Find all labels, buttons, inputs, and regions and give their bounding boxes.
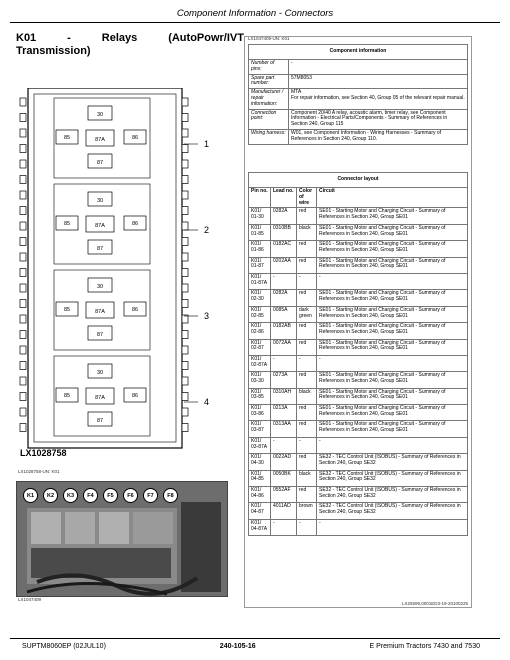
pin-cell: K01/ 03-87A bbox=[249, 437, 271, 453]
component-info-heading: Component information bbox=[249, 45, 468, 60]
lead-cell: 0202AA bbox=[271, 257, 297, 273]
pin-cell: K01/ 02-86 bbox=[249, 323, 271, 339]
pin-cell: K01/ 01-85 bbox=[249, 224, 271, 240]
color-cell: red bbox=[297, 208, 317, 224]
panel-notch bbox=[20, 114, 26, 122]
photo-tag: F6 bbox=[123, 488, 138, 503]
title-line2: Transmission) bbox=[16, 45, 91, 57]
col-color: Color of wire bbox=[297, 188, 317, 208]
panel-notch bbox=[182, 129, 188, 137]
circuit-cell: SE32 - TEC Control Unit (ISOBUS) - Summary of References in Section 240, Group SE32 bbox=[317, 503, 468, 519]
panel-notch bbox=[182, 377, 188, 385]
footer-page-number: 240-105-16 bbox=[219, 643, 256, 650]
panel-notch bbox=[182, 114, 188, 122]
component-info-value: Component 20/40 A relay, acoustic alarm, timer relay, see Component Information - Electrical Parts/Components - Summary of References in Section 240, Group 115 bbox=[289, 109, 468, 129]
panel-notch bbox=[20, 129, 26, 137]
lead-cell: 0085A bbox=[271, 306, 297, 322]
pin-cell: K01/ 04-87A bbox=[249, 519, 271, 535]
color-cell: red bbox=[297, 372, 317, 388]
panel-notch bbox=[20, 253, 26, 261]
footer-left: SUPTM8060EP (02JUL10) bbox=[22, 643, 106, 650]
color-cell: - bbox=[297, 437, 317, 453]
connector-row bbox=[249, 487, 468, 503]
lead-cell: - bbox=[271, 355, 297, 371]
lead-cell: 0213A bbox=[271, 405, 297, 421]
panel-notch bbox=[182, 284, 188, 292]
pin-cell: K01/ 01-30 bbox=[249, 208, 271, 224]
color-cell: - bbox=[297, 273, 317, 289]
lead-cell: 0273A bbox=[271, 372, 297, 388]
circuit-cell: - bbox=[317, 273, 468, 289]
panel-notch bbox=[182, 331, 188, 339]
color-cell: black bbox=[297, 224, 317, 240]
lead-cell: - bbox=[271, 273, 297, 289]
connector-row bbox=[249, 405, 468, 421]
component-info-value: W01, see Component Information - Wiring Harnesses - Summary of References in Section 240, Group 110. bbox=[289, 129, 468, 144]
col-lead: Lead no. bbox=[271, 188, 297, 208]
panel-notch bbox=[182, 207, 188, 215]
page-header-title: Component Information - Connectors bbox=[176, 8, 334, 19]
pin-cell: K01/ 01-87 bbox=[249, 257, 271, 273]
color-cell: red bbox=[297, 323, 317, 339]
component-info-table bbox=[248, 44, 468, 145]
panel-notch bbox=[20, 98, 26, 106]
color-cell: red bbox=[297, 421, 317, 437]
pin-label: 87A bbox=[95, 309, 105, 315]
circuit-cell: - bbox=[317, 437, 468, 453]
connector-layout-heading: Connector layout bbox=[249, 173, 468, 188]
component-info-row bbox=[249, 129, 468, 144]
lead-cell: - bbox=[271, 519, 297, 535]
panel-notch bbox=[20, 424, 26, 432]
panel-notch bbox=[182, 191, 188, 199]
pin-cell: K01/ 03-85 bbox=[249, 388, 271, 404]
relay-number: 2 bbox=[204, 225, 210, 235]
circuit-cell: SE01 - Starting Motor and Charging Circuit - Summary of References in Section 240, Group SE01 bbox=[317, 323, 468, 339]
circuit-cell: SE32 - TEC Control Unit (ISOBUS) - Summary of References in Section 240, Group SE32 bbox=[317, 487, 468, 503]
panel-notch bbox=[20, 377, 26, 385]
panel-notch bbox=[20, 222, 26, 230]
panel-notch bbox=[182, 145, 188, 153]
circuit-cell: SE32 - TEC Control Unit (ISOBUS) - Summary of References in Section 240, Group SE32 bbox=[317, 454, 468, 470]
relay-number: 1 bbox=[204, 139, 210, 149]
circuit-cell: - bbox=[317, 519, 468, 535]
panel-notch bbox=[20, 346, 26, 354]
pin-label: 86 bbox=[131, 393, 139, 399]
col-pin: Pin no. bbox=[249, 188, 271, 208]
circuit-cell: SE01 - Starting Motor and Charging Circuit - Summary of References in Section 240, Group SE01 bbox=[317, 421, 468, 437]
pin-cell: K01/ 04-87 bbox=[249, 503, 271, 519]
title-paren: (AutoPowr/IVT bbox=[168, 32, 244, 44]
panel-notch bbox=[20, 315, 26, 323]
photo-tag: F8 bbox=[163, 488, 178, 503]
panel-notch bbox=[20, 300, 26, 308]
title-code: K01 bbox=[16, 32, 37, 44]
panel-notch bbox=[20, 176, 26, 184]
panel-notch bbox=[182, 98, 188, 106]
connector-row bbox=[249, 323, 468, 339]
connector-row bbox=[249, 421, 468, 437]
connector-row bbox=[249, 388, 468, 404]
color-cell: red bbox=[297, 405, 317, 421]
lead-cell: 0282A bbox=[271, 290, 297, 306]
figure-caption: LX1028758-UN: K01 bbox=[18, 469, 60, 474]
page-footer bbox=[22, 643, 480, 650]
lead-cell: 0310BB bbox=[271, 224, 297, 240]
connector-row bbox=[249, 208, 468, 224]
component-info-row bbox=[249, 89, 468, 109]
figure-label: LX1028758 bbox=[20, 448, 67, 458]
panel-notch bbox=[20, 331, 26, 339]
photo-tag: K2 bbox=[43, 488, 58, 503]
panel-notch bbox=[182, 300, 188, 308]
component-info-row bbox=[249, 74, 468, 89]
panel-notch bbox=[182, 238, 188, 246]
pin-label: 87 bbox=[96, 246, 104, 252]
pin-cell: K01/ 03-30 bbox=[249, 372, 271, 388]
connector-row bbox=[249, 339, 468, 355]
pin-label: 86 bbox=[131, 221, 139, 227]
connector-row bbox=[249, 454, 468, 470]
panel-notch bbox=[182, 346, 188, 354]
photo-tag: K3 bbox=[63, 488, 78, 503]
relay-number: 4 bbox=[204, 397, 210, 407]
pin-cell: K01/ 02-87A bbox=[249, 355, 271, 371]
pin-label: 85 bbox=[63, 393, 71, 399]
col-circuit: Circuit bbox=[317, 188, 468, 208]
lead-cell: 0050BK bbox=[271, 470, 297, 486]
panel-notch bbox=[20, 408, 26, 416]
pin-cell: K01/ 04-86 bbox=[249, 487, 271, 503]
connector-row bbox=[249, 257, 468, 273]
component-info-value: 57M8053 bbox=[289, 74, 468, 89]
lead-cell: 4011AD bbox=[271, 503, 297, 519]
component-info-key: Wiring harness: bbox=[249, 129, 289, 144]
connector-row bbox=[249, 273, 468, 289]
connector-row bbox=[249, 372, 468, 388]
right-caption: LX1047409-UN: K01 bbox=[248, 36, 290, 41]
panel-notch bbox=[182, 269, 188, 277]
panel-notch bbox=[20, 362, 26, 370]
pin-label: 87A bbox=[95, 223, 105, 229]
pin-label: 87A bbox=[95, 395, 105, 401]
fuse-box-photo bbox=[16, 481, 228, 597]
panel-notch bbox=[182, 176, 188, 184]
connector-row bbox=[249, 355, 468, 371]
photo-reference: LX1047409 bbox=[18, 597, 42, 602]
pin-label: 30 bbox=[96, 112, 104, 118]
circuit-cell: SE01 - Starting Motor and Charging Circuit - Summary of References in Section 240, Group SE01 bbox=[317, 241, 468, 257]
circuit-cell: SE01 - Starting Motor and Charging Circuit - Summary of References in Section 240, Group SE01 bbox=[317, 208, 468, 224]
connector-row bbox=[249, 437, 468, 453]
color-cell: - bbox=[297, 355, 317, 371]
panel-notch bbox=[182, 424, 188, 432]
pin-label: 85 bbox=[63, 135, 71, 141]
footer-divider bbox=[10, 638, 500, 639]
panel-notch bbox=[20, 145, 26, 153]
panel-notch bbox=[182, 393, 188, 401]
connector-row bbox=[249, 470, 468, 486]
photo-tag: F7 bbox=[143, 488, 158, 503]
circuit-cell: SE32 - TEC Control Unit (ISOBUS) - Summary of References in Section 240, Group SE32 bbox=[317, 470, 468, 486]
component-info-key: Spare part number: bbox=[249, 74, 289, 89]
component-info-key: Manufacturer / repair information: bbox=[249, 89, 289, 109]
color-cell: red bbox=[297, 241, 317, 257]
color-cell: red bbox=[297, 487, 317, 503]
pin-label: 86 bbox=[131, 307, 139, 313]
color-cell: red bbox=[297, 454, 317, 470]
pin-cell: K01/ 02-85 bbox=[249, 306, 271, 322]
panel-notch bbox=[182, 362, 188, 370]
component-info-value: - bbox=[289, 60, 468, 75]
circuit-cell: SE01 - Starting Motor and Charging Circuit - Summary of References in Section 240, Group SE01 bbox=[317, 372, 468, 388]
circuit-cell: SE01 - Starting Motor and Charging Circuit - Summary of References in Section 240, Group SE01 bbox=[317, 405, 468, 421]
panel-notch bbox=[182, 160, 188, 168]
pin-label: 87 bbox=[96, 418, 104, 424]
connector-row bbox=[249, 503, 468, 519]
pin-label: 85 bbox=[63, 307, 71, 313]
component-info-row bbox=[249, 109, 468, 129]
pin-label: 87 bbox=[96, 332, 104, 338]
pin-label: 87A bbox=[95, 137, 105, 143]
color-cell: brown bbox=[297, 503, 317, 519]
connector-row bbox=[249, 241, 468, 257]
pin-cell: K01/ 03-86 bbox=[249, 405, 271, 421]
color-cell: dark green bbox=[297, 306, 317, 322]
header-divider bbox=[10, 22, 500, 23]
lead-cell: 0072AA bbox=[271, 339, 297, 355]
pin-cell: K01/ 02-30 bbox=[249, 290, 271, 306]
pin-label: 30 bbox=[96, 198, 104, 204]
reference-line: LX25599,0001ED3-19-20100225 bbox=[401, 601, 468, 606]
pin-cell: K01/ 02-87 bbox=[249, 339, 271, 355]
color-cell: red bbox=[297, 290, 317, 306]
component-info-row bbox=[249, 60, 468, 75]
panel-notch bbox=[20, 160, 26, 168]
photo-tag: F5 bbox=[103, 488, 118, 503]
panel-notch bbox=[20, 207, 26, 215]
relay-number: 3 bbox=[204, 311, 210, 321]
connector-row bbox=[249, 306, 468, 322]
pin-label: 85 bbox=[63, 221, 71, 227]
pin-cell: K01/ 01-87A bbox=[249, 273, 271, 289]
pin-cell: K01/ 03-87 bbox=[249, 421, 271, 437]
lead-cell: 0022AD bbox=[271, 454, 297, 470]
footer-right: E Premium Tractors 7430 and 7530 bbox=[369, 643, 480, 650]
component-info-key: Number of pins: bbox=[249, 60, 289, 75]
photo-tag: K1 bbox=[23, 488, 38, 503]
document-title bbox=[16, 32, 244, 58]
circuit-cell: - bbox=[317, 355, 468, 371]
panel-notch bbox=[182, 253, 188, 261]
title-word: Relays bbox=[101, 32, 138, 44]
color-cell: - bbox=[297, 519, 317, 535]
panel-notch bbox=[20, 238, 26, 246]
lead-cell: - bbox=[271, 437, 297, 453]
pin-cell: K01/ 04-85 bbox=[249, 470, 271, 486]
color-cell: red bbox=[297, 257, 317, 273]
panel-notch bbox=[182, 408, 188, 416]
pin-cell: K01/ 04-30 bbox=[249, 454, 271, 470]
circuit-cell: SE01 - Starting Motor and Charging Circuit - Summary of References in Section 240, Group SE01 bbox=[317, 339, 468, 355]
circuit-cell: SE01 - Starting Motor and Charging Circuit - Summary of References in Section 240, Group SE01 bbox=[317, 257, 468, 273]
color-cell: black bbox=[297, 470, 317, 486]
title-dash: - bbox=[67, 32, 71, 44]
pin-label: 30 bbox=[96, 284, 104, 290]
pin-label: 30 bbox=[96, 370, 104, 376]
pin-label: 86 bbox=[131, 135, 139, 141]
circuit-cell: SE01 - Starting Motor and Charging Circuit - Summary of References in Section 240, Group SE01 bbox=[317, 306, 468, 322]
panel-notch bbox=[20, 269, 26, 277]
lead-cell: 0552AF bbox=[271, 487, 297, 503]
panel-notch bbox=[182, 222, 188, 230]
connector-row bbox=[249, 290, 468, 306]
color-cell: red bbox=[297, 339, 317, 355]
circuit-cell: SE01 - Starting Motor and Charging Circuit - Summary of References in Section 240, Group SE01 bbox=[317, 388, 468, 404]
circuit-cell: SE01 - Starting Motor and Charging Circuit - Summary of References in Section 240, Group SE01 bbox=[317, 290, 468, 306]
panel-notch bbox=[20, 284, 26, 292]
lead-cell: 0182AB bbox=[271, 323, 297, 339]
connector-row bbox=[249, 519, 468, 535]
lead-cell: 0182AC bbox=[271, 241, 297, 257]
color-cell: black bbox=[297, 388, 317, 404]
component-info-value: MTA For repair information, see Section 40, Group 05 of the relevant repair manual. bbox=[289, 89, 468, 109]
connector-row bbox=[249, 224, 468, 240]
pin-cell: K01/ 01-86 bbox=[249, 241, 271, 257]
panel-notch bbox=[20, 191, 26, 199]
lead-cell: 0313AA bbox=[271, 421, 297, 437]
lead-cell: 0310AH bbox=[271, 388, 297, 404]
photo-tag: F4 bbox=[83, 488, 98, 503]
lead-cell: 0282A bbox=[271, 208, 297, 224]
pin-label: 87 bbox=[96, 160, 104, 166]
component-info-key: Connection point: bbox=[249, 109, 289, 129]
panel-notch bbox=[20, 393, 26, 401]
relay-diagram bbox=[14, 88, 244, 463]
circuit-cell: SE01 - Starting Motor and Charging Circuit - Summary of References in Section 240, Group SE01 bbox=[317, 224, 468, 240]
connector-layout-table bbox=[248, 172, 468, 536]
